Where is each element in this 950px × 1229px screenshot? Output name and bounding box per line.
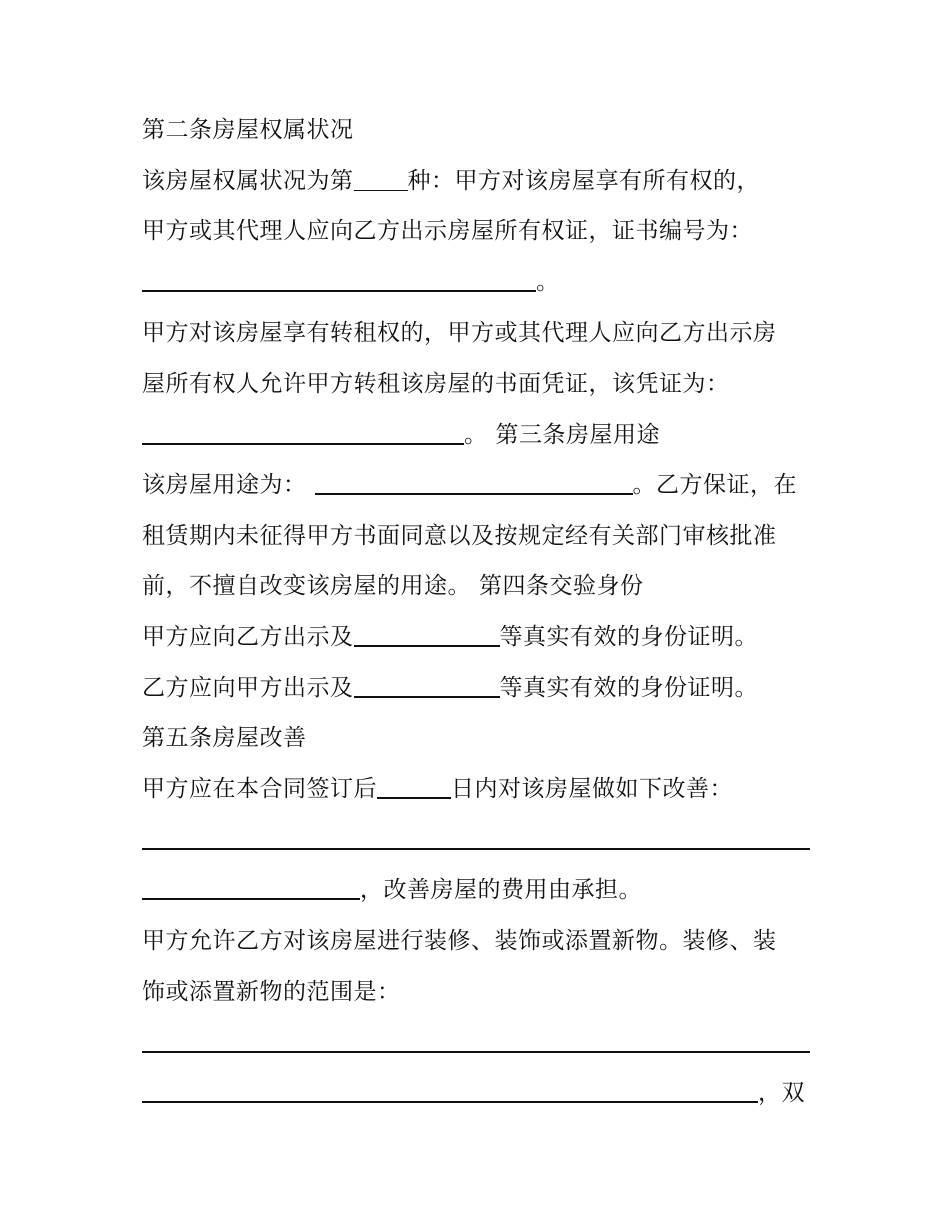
- paragraph-line: [142, 568, 822, 604]
- paragraph-line: [142, 771, 822, 807]
- text-span: 甲方对该房屋享有转租权的，甲方或其代理人应向乙方出示房: [142, 320, 777, 346]
- text-span: 该房屋用途为：: [142, 472, 307, 498]
- improvement-blank-cont[interactable]: [142, 876, 360, 900]
- paragraph-line: [142, 619, 822, 655]
- heading-text: 第二条房屋权属状况: [142, 117, 354, 143]
- paragraph-line: [142, 315, 822, 351]
- text-span: 甲方应向乙方出示及: [142, 624, 354, 650]
- text-span: 甲方应在本合同签订后: [142, 776, 377, 802]
- usage-blank[interactable]: [315, 471, 633, 495]
- paragraph-line: [142, 518, 822, 554]
- text-span: 前，不擅自改变该房屋的用途。: [142, 573, 471, 599]
- text-span: ，改善房屋的费用由承担。: [360, 877, 642, 903]
- text-span: 该房屋权属状况为第: [142, 168, 354, 194]
- paragraph-line: [142, 366, 822, 402]
- blank-field[interactable]: [354, 168, 408, 191]
- paragraph-line: [142, 467, 822, 503]
- text-span: ，双: [758, 1080, 805, 1106]
- paragraph-line: [142, 872, 822, 908]
- section-3-heading: 第三条房屋用途: [495, 422, 660, 448]
- text-span: 等真实有效的身份证明。: [499, 624, 758, 650]
- text-span: 乙方应向甲方出示及: [142, 675, 354, 701]
- heading-text: 第五条房屋改善: [142, 725, 307, 751]
- paragraph-line: [142, 974, 822, 1010]
- text-span: 甲方允许乙方对该房屋进行装修、装饰或添置新物。装修、装: [142, 928, 777, 954]
- text-span: 屋所有权人允许甲方转租该房屋的书面凭证，该凭证为：: [142, 371, 730, 397]
- text-span: 日内对该房屋做如下改善：: [451, 776, 733, 802]
- text-span: 等真实有效的身份证明。: [499, 675, 758, 701]
- text-span: 租赁期内未征得甲方书面同意以及按规定经有关部门审核批准: [142, 523, 777, 549]
- renovation-scope-blank[interactable]: [142, 1029, 810, 1053]
- paragraph-line: [142, 670, 822, 706]
- certificate-number-blank[interactable]: [142, 268, 536, 292]
- text-span: 。乙方保证，在: [632, 472, 797, 498]
- text-span: 。: [536, 269, 560, 295]
- paragraph-line: [142, 213, 822, 249]
- section-2-heading: [142, 112, 822, 148]
- party-b-id-blank[interactable]: [354, 674, 500, 698]
- paragraph-line: [142, 1075, 822, 1111]
- paragraph-line: [142, 822, 822, 858]
- renovation-scope-blank-cont[interactable]: [142, 1079, 758, 1103]
- paragraph-line: [142, 1025, 822, 1061]
- section-4-heading: 第四条交验身份: [479, 573, 644, 599]
- section-5-heading: [142, 720, 822, 756]
- paragraph-line: [142, 163, 822, 199]
- paragraph-line: [142, 417, 822, 453]
- paragraph-line: [142, 923, 822, 959]
- text-span: 种：甲方对该房屋享有所有权的，: [407, 168, 760, 194]
- text-span: 。: [464, 422, 488, 448]
- days-blank[interactable]: [377, 775, 451, 799]
- text-span: 饰或添置新物的范围是：: [142, 979, 401, 1005]
- paragraph-line: [142, 264, 822, 300]
- party-a-id-blank[interactable]: [354, 623, 500, 647]
- improvement-blank[interactable]: [142, 826, 810, 850]
- voucher-blank[interactable]: [142, 421, 464, 445]
- text-span: 甲方或其代理人应向乙方出示房屋所有权证，证书编号为：: [142, 218, 753, 244]
